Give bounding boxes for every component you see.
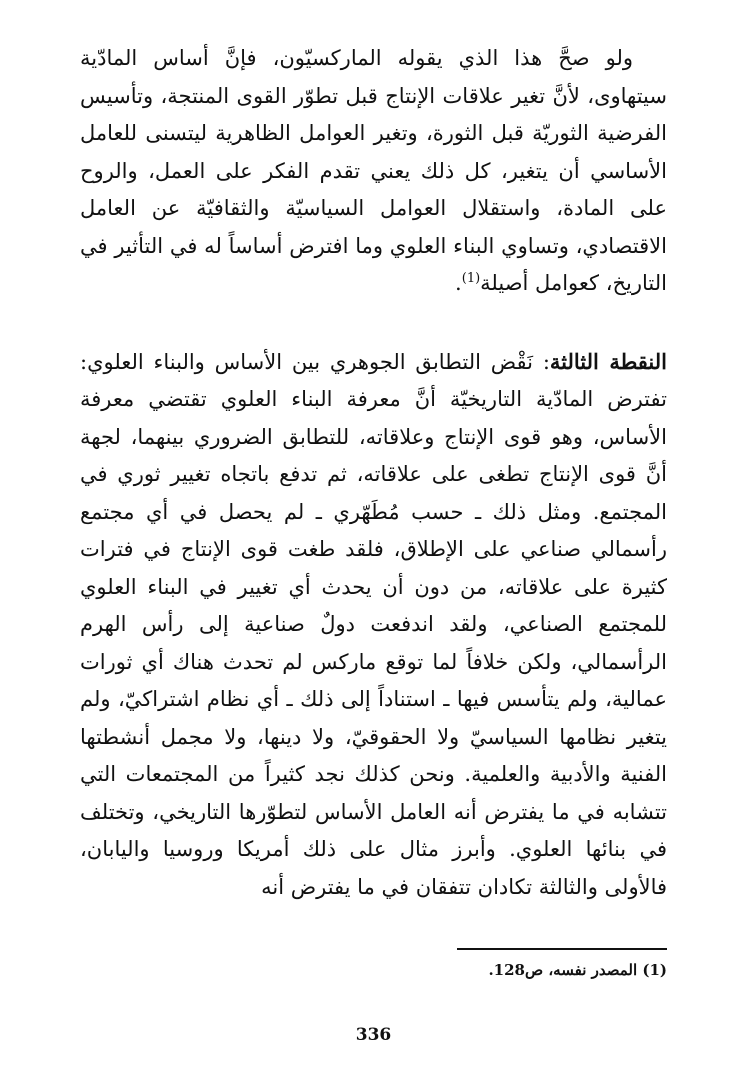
section-heading: النقطة الثالثة [549, 348, 668, 374]
paragraph-2-text: نَقْض التطابق الجوهري بين الأساس والبناء العلوي: تفترض المادّية التاريخيّة أنَّ معرفة البناء العلوي تقتضي معرفة الأساس، وهو قوى الإنتاج وعلاقاته، للتطابق الضروري بينهما، لجهة أنَّ قوى الإنتاج تطغى على علاقاته، ثم تدفع باتجاه تغيير ثوري في المجتمع. ومثل ذلك ـ حسب مُطَهّري ـ لم يحصل في أي مجتمع رأسمالي صناعي على الإطلاق، فلقد طغت قوى الإنتاج في فترات كثيرة على علاقاته، من دون أن يحدث أي تغيير في البناء العلوي للمجتمع الصناعي، ولقد اندفعت دولٌ صناعية إلى رأس الهرم الرأسمالي، ولكن خلافاً لما توقع ماركس لم تحدث هناك أي ثورات عمالية، ولم يتأسس فيها ـ استناداً إلى ذلك ـ أي نظام اشتراكيّ، ولم يتغير نظامها السياسيّ ولا الحقوقيّ، ولا دينها، ولا مجمل أنشطتها الفنية والأدبية والعلمية. ونحن كذلك نجد كثيراً من المجتمعات التي تتشابه في ما يفترض أنه العامل الأساس لتطوّرها التاريخي، وتختلف في بنائها العلوي. وأبرز مثال على ذلك أمريكا وروسيا واليابان، فالأولى والثالثة تكادان تتفقان في ما يفترض أنه [80, 349, 667, 899]
paragraph-1-end-mark: . [455, 271, 462, 295]
paragraph-1-text: ولو صحَّ هذا الذي يقوله الماركسيّون، فإنَّ أساس المادّية سيتهاوى، لأنَّ تغير علاقات الإنتاج قبل تطوّر القوى المنتجة، وتأسيس الفرضية الثوريّة قبل الثورة، وتغير العوامل الظاهرية ليتسنى للعامل الأساسي أن يتغير، كل ذلك يعني تقدم الفكر على العمل، والروح على المادة، واستقلال العوامل السياسيّة والثقافيّة عن العامل الاقتصادي، وتساوي البناء العلوي وما افترض أساساً له في التأثير في التاريخ، كعوامل أصيلة [80, 46, 667, 295]
footnote: (1) المصدر نفسه، ص128. [488, 961, 667, 979]
page-number: 336 [355, 1025, 392, 1045]
footnote-reference: (1) [461, 271, 481, 286]
book-page [80, 40, 667, 1050]
footnote-divider [457, 948, 667, 950]
body-paragraph-2 [80, 343, 667, 907]
heading-separator: : [533, 349, 550, 374]
body-paragraph-1 [80, 40, 667, 303]
